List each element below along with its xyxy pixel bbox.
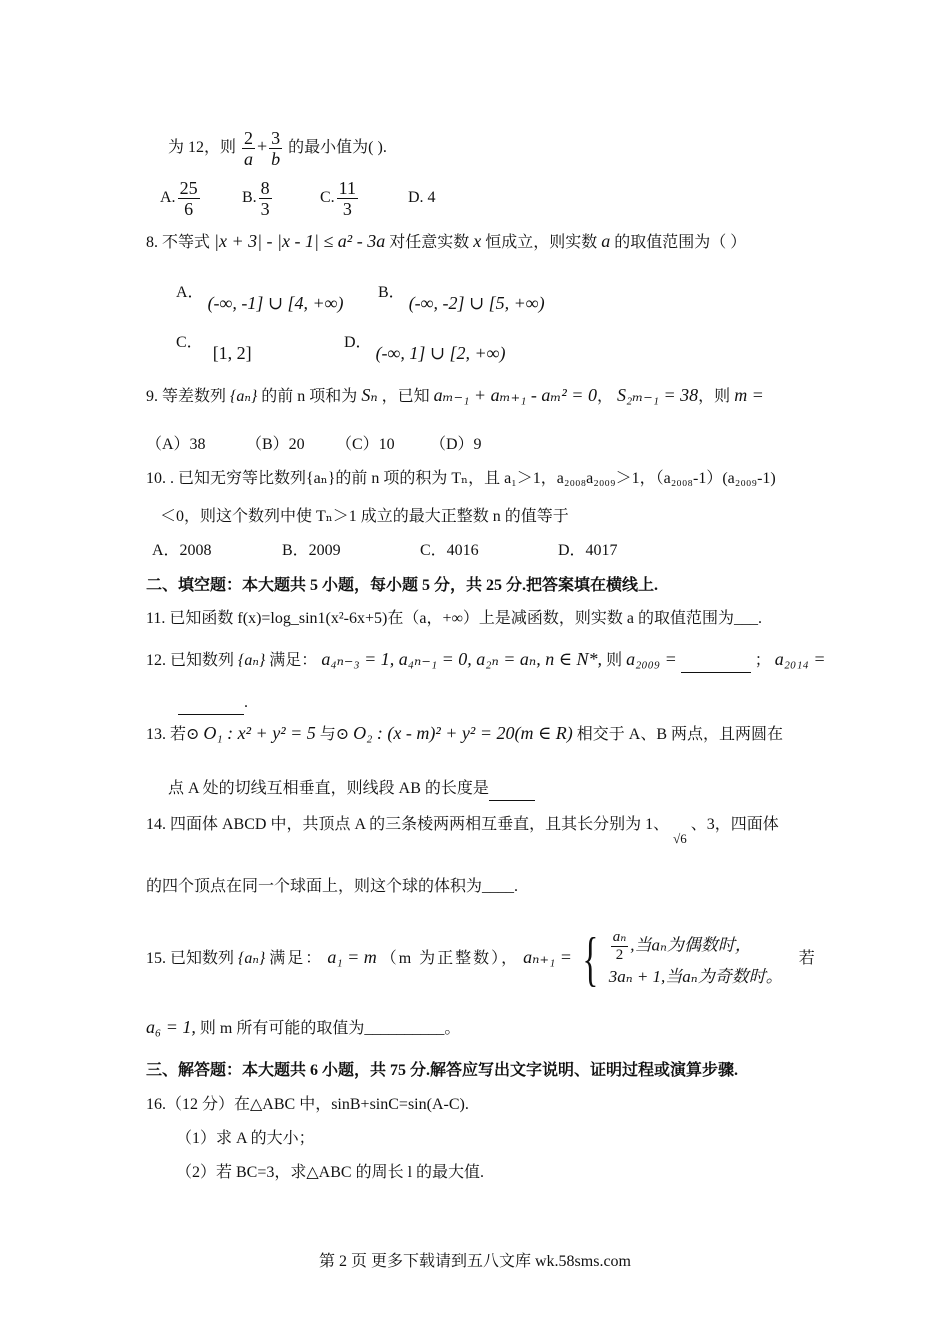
q13-circle-1: O₁ : x² + y² = 5 [203,723,316,743]
q8-var-a: a [601,231,611,251]
q9-options [146,434,482,456]
q8-option-c: C． [1, 2] [176,334,252,363]
q8-option-d: D． (-∞, 1] ∪ [2, +∞) [344,334,506,363]
q15-line-2: a₆ = 1, 则 m 所有可能的取值为__________。 [146,1017,461,1037]
q8-var-x: x [473,231,482,251]
q10-option-c: C．4016 [420,542,479,559]
q12-ask-a2009: a₂₀₀₉ = [626,649,677,669]
q15-left-brace: { [582,926,599,993]
q12-ask-a2014: a₂₀₁₄ = [774,649,826,669]
q15-cases [609,929,783,990]
q7-option-b: B. $\frac{8}{3}$ [242,178,270,219]
q15-a6: a₆ = 1, [146,1017,196,1037]
q7-fraction-2-over-a: $\frac{2}{a}$ [244,128,254,169]
q14-line-1: 14. 四面体 ABCD 中，共顶点 A 的三条棱两两相互垂直，且其长分别为 1、 $_{√6}$ 、3，四面体 [146,816,779,846]
q11-text: 11. 已知函数 f(x)=log_sin1(x²-6x+5)在（a，+∞）上是减函数，则实数 a 的取值范围为___. [146,610,762,627]
q9-option-d: （D）9 [430,436,482,453]
q14-line-2: 的四个顶点在同一个球面上，则这个球的体积为____. [146,878,519,895]
section-3-heading: 三、解答题：本大题共 6 小题，共 75 分.解答应写出文字说明、证明过程或演算步骤. [146,1062,739,1079]
q12-line-2: . [178,692,248,715]
q9-condition-2: S₂ₘ₋₁ = 38 [616,385,699,405]
q12-stem: 12. 已知数列 {aₙ} 满足： a₄ₙ₋₃ = 1, a₄ₙ₋₁ = 0, a₂ₙ = aₙ, n ∈ N*, 则 a₂₀₀₉ = ； a₂₀₁₄ = [146,648,825,673]
q10-options [152,540,618,562]
q15-case-even: $\frac{\text{aₙ}}{2}$ ,当aₙ为偶数时， [612,928,752,963]
q7-plus: + [257,136,268,157]
q7-options [160,178,436,219]
q10-line-1: 10. . 已知无穷等比数列{aₙ}的前 n 项的积为 Tₙ，且 a₁＞1，a₂₀₀₈a₂₀₀₉＞1，（a₂₀₀₈-1）(a₂₀₀₉-1) [146,470,776,487]
q7-option-c: C. $\frac{11}{3}$ [320,178,357,219]
q7-option-d: D. 4 [408,189,436,207]
q7-fraction-3-over-b: $\frac{3}{b}$ [271,128,281,169]
q16-part-1: （1）求 A 的大小； [176,1130,315,1147]
q13-stem: 13. 若⊙ O₁ : x² + y² = 5 与⊙ O₂ : (x - m)² + y² = 20(m ∈ R) 相交于 A、B 两点，且两圆在 [146,723,784,743]
q9-ask: m = [734,385,764,405]
q14-sqrt-6: √6 [673,831,687,846]
q12-blank-2 [178,692,244,715]
q9-option-b: （B）20 [246,436,305,453]
q9-stem: 9. 等差数列 {aₙ} 的前 n 项和为 Sₙ ，已知 aₘ₋₁ + aₘ₊₁ - aₘ² = 0， S₂ₘ₋₁ = 38，则 m = [146,385,764,405]
q12-conditions: a₄ₙ₋₃ = 1, a₄ₙ₋₁ = 0, a₂ₙ = aₙ, n ∈ N*, [321,649,603,669]
q13-blank [489,778,535,801]
q15-case-odd: 3aₙ + 1,当aₙ为奇数时。 [608,966,783,986]
q8-option-a: A． (-∞, -1] ∪ [4, +∞) [176,284,344,313]
q8-inequality: |x + 3| - |x - 1| ≤ a² - 3a [214,231,386,251]
section-2-heading: 二、填空题：本大题共 5 小题，每小题 5 分，共 25 分.把答案填在横线上. [146,577,659,594]
q15-a1: a₁ = m [327,947,377,967]
q12-sequence: {aₙ} [238,652,266,669]
q9-sequence: {aₙ} [230,388,258,405]
q9-option-c: （C）10 [336,436,395,453]
q7-prefix: 为 12，则 [168,139,237,157]
q9-option-a: （A）38 [146,436,206,453]
q7-stem [168,128,387,169]
q15-recurrence-lhs: aₙ₊₁ = [523,947,572,967]
q15-sequence: {aₙ} [238,950,266,967]
q15-stem: 15. 已知数列 {aₙ} 满足： a₁ = m （m 为正整数）， aₙ₊₁ = { $\frac{\text{aₙ}}{2}$ ,当aₙ为偶数时， 3aₙ + 1,当aₙ为奇数时。 若 [146,926,815,993]
q10-line-2: ＜0，则这个数列中使 Tₙ＞1 成立的最大正整数 n 的值等于 [160,508,569,525]
q7-suffix: 的最小值为( ). [288,139,387,157]
q13-line-2: 点 A 处的切线互相垂直，则线段 AB 的长度是 [168,778,535,801]
q10-option-b: B．2009 [282,542,341,559]
q10-option-a: A．2008 [152,542,212,559]
q16-line-1: 16.（12 分）在△ABC 中，sinB+sinC=sin(A-C). [146,1096,469,1113]
q9-sn: Sₙ [361,385,378,405]
q16-part-2: （2）若 BC=3，求△ABC 的周长 l 的最大值. [176,1164,485,1181]
page-footer: 第 2 页 更多下载请到五八文库 wk.58sms.com [318,1253,631,1270]
q10-option-d: D．4017 [558,542,618,559]
q13-circle-2: O₂ : (x - m)² + y² = 20(m ∈ R) [353,723,573,743]
q7-option-a: A. $\frac{25}{6}$ [160,178,198,219]
q12-blank-1 [681,650,751,673]
q8-option-b: B． (-∞, -2] ∪ [5, +∞) [378,284,545,313]
q9-condition-1: aₘ₋₁ + aₘ₊₁ - aₘ² = 0 [433,385,597,405]
q8-stem: 8. 不等式 |x + 3| - |x - 1| ≤ a² - 3a 对任意实数 x 恒成立，则实数 a 的取值范围为（ ） [146,231,747,251]
